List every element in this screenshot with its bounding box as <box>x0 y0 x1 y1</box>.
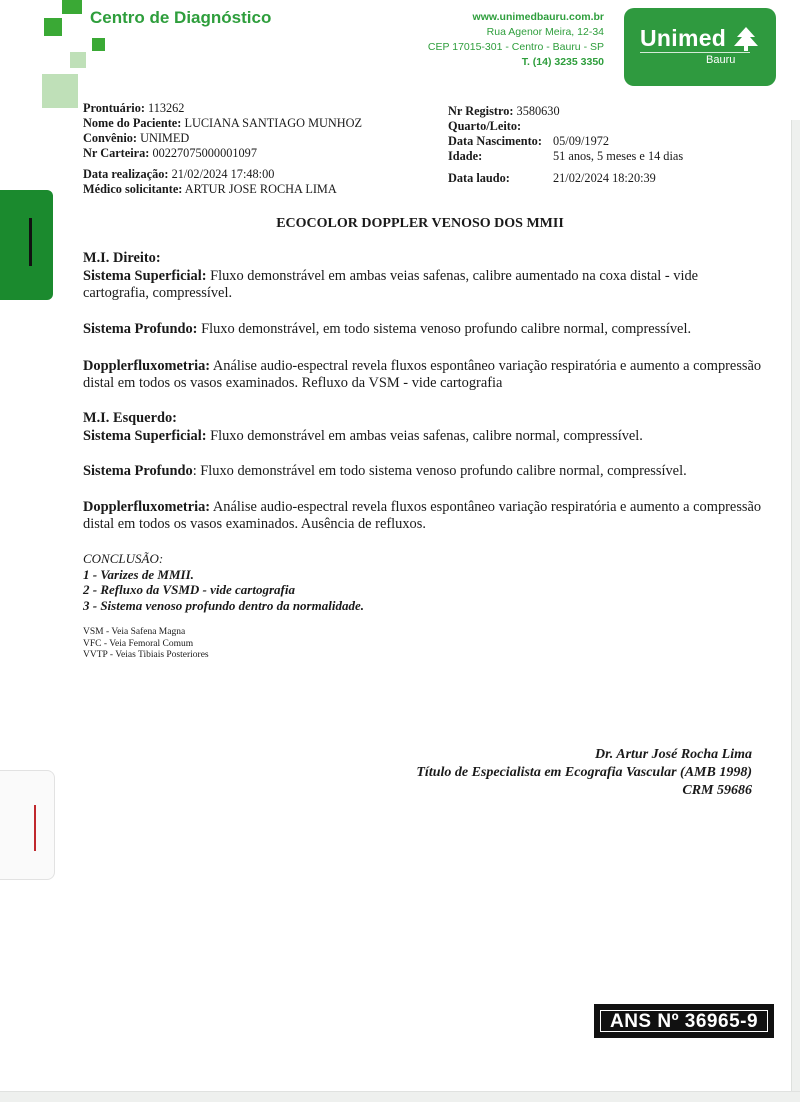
clinic-website[interactable]: www.unimedbauru.com.br <box>472 11 604 23</box>
registro-value: 3580630 <box>516 104 560 118</box>
left-superficial-paragraph: Sistema Superficial: Fluxo demonstrável em ambas veias safenas, calibre normal, compressível. <box>83 428 643 444</box>
brand-square <box>70 52 86 68</box>
requesting-doctor-row: Médico solicitante: ARTUR JOSE ROCHA LIMA <box>83 182 337 196</box>
age-label: Idade: <box>448 149 483 163</box>
convenio-value: UNIMED <box>140 131 190 145</box>
conclusion-heading: CONCLUSÃO: <box>83 551 164 566</box>
patient-name-value: LUCIANA SANTIAGO MUNHOZ <box>184 116 363 130</box>
right-superficial-paragraph: Sistema Superficial: Fluxo demonstrável em ambas veias safenas, calibre aumentado na coxa distal - vide cartografia, compressível. <box>83 268 699 301</box>
clinic-name: Centro de Diagnóstico <box>90 8 272 27</box>
abbreviation-item: VVTP - Veias Tibiais Posteriores <box>83 650 209 660</box>
report-title: ECOCOLOR DOPPLER VENOSO DOS MMII <box>276 216 564 231</box>
age-value: 51 anos, 5 meses e 14 dias <box>553 149 684 163</box>
exam-info-left <box>83 167 337 197</box>
conclusion-item: 3 - Sistema venoso profundo dentro da normalidade. <box>83 597 364 613</box>
convenio-row: Convênio: UNIMED <box>83 131 190 145</box>
registro-row: Nr Registro: 3580630 <box>448 104 560 118</box>
carteira-value: 00227075000001097 <box>152 146 257 160</box>
abbreviation-legend <box>83 627 209 662</box>
prontuario-row: Prontuário: 113262 <box>83 101 185 115</box>
ans-badge <box>594 1004 774 1038</box>
tree-icon <box>730 26 762 52</box>
quarto-row: Quarto/Leito: <box>448 119 522 133</box>
pen-mark <box>34 805 36 851</box>
birthdate-value: 05/09/1972 <box>553 134 610 148</box>
brand-square <box>42 74 78 108</box>
clinic-address-line2: CEP 17015-301 - Centro - Bauru - SP <box>427 41 604 53</box>
logo-rule <box>640 52 750 53</box>
signature-block <box>416 746 752 800</box>
clinic-contact <box>428 10 604 70</box>
left-deep-paragraph: Sistema Profundo: Fluxo demonstrável em todo sistema venoso profundo calibre normal, compressível. <box>83 463 687 479</box>
requesting-doctor-value: ARTUR JOSE ROCHA LIMA <box>184 182 337 196</box>
left-limb-heading: M.I. Esquerdo: <box>83 410 177 426</box>
page-edge-bottom <box>0 1091 800 1102</box>
logo-city: Bauru <box>706 54 736 66</box>
logo-wordmark: Unimed <box>640 25 727 51</box>
right-deep-paragraph: Sistema Profundo: Fluxo demonstrável, em todo sistema venoso profundo calibre normal, compressível. <box>83 321 692 337</box>
brand-square <box>62 0 82 14</box>
abbreviation-item: VFC - Veia Femoral Comum <box>83 638 194 649</box>
clinic-address-line1: Rua Agenor Meira, 12-34 <box>486 26 604 38</box>
brand-square <box>44 18 62 36</box>
prontuario-value: 113262 <box>148 101 185 115</box>
conclusion-block <box>83 551 364 613</box>
exam-date-value: 21/02/2024 17:48:00 <box>171 167 275 181</box>
clinic-phone: T. (14) 3235 3350 <box>521 56 604 68</box>
birthdate-label: Data Nascimento: <box>448 134 542 148</box>
patient-name-row: Nome do Paciente: LUCIANA SANTIAGO MUNHOZ <box>83 116 363 130</box>
unimed-logo <box>624 8 776 86</box>
binder-tab <box>0 190 53 300</box>
signer-crm: CRM 59686 <box>682 783 752 798</box>
brand-square <box>92 38 105 51</box>
conclusion-item: 1 - Varizes de MMII. <box>83 566 194 582</box>
carteira-row: Nr Carteira: 00227075000001097 <box>83 146 257 160</box>
page-fold <box>0 770 55 880</box>
signer-name: Dr. Artur José Rocha Lima <box>594 747 752 762</box>
report-date-label: Data laudo: <box>448 171 510 185</box>
abbreviation-item: VSM - Veia Safena Magna <box>83 627 186 637</box>
signer-title: Título de Especialista em Ecografia Vascular (AMB 1998) <box>416 765 752 780</box>
ans-number: ANS Nº 36965-9 <box>600 1010 768 1032</box>
report-date-value: 21/02/2024 18:20:39 <box>553 171 656 185</box>
left-doppler-paragraph: Dopplerfluxometria: Análise audio-espectral revela fluxos espontâneo variação respiratória e aumento a compressão distal em todos os vasos examinados. Ausência de refluxos. <box>83 499 762 532</box>
page-edge-right <box>791 120 800 1100</box>
right-doppler-paragraph: Dopplerfluxometria: Análise audio-espectral revela fluxos espontâneo variação respiratória e aumento a compressão distal em todos os vasos examinados. Refluxo da VSM - vide cartografia <box>83 358 762 391</box>
right-limb-heading: M.I. Direito: <box>83 250 161 266</box>
conclusion-item: 2 - Refluxo da VSMD - vide cartografia <box>83 582 295 597</box>
exam-date-row: Data realização: 21/02/2024 17:48:00 <box>83 167 275 181</box>
patient-info-left <box>83 101 362 161</box>
